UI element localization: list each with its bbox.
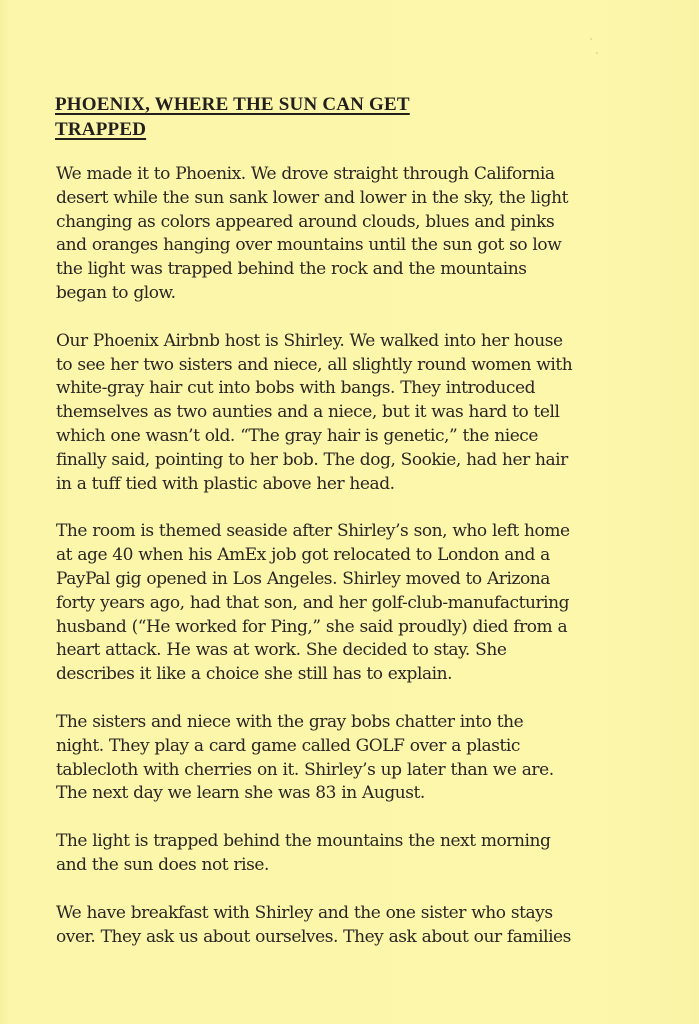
chapter-title (55, 92, 515, 142)
body-text (56, 163, 616, 973)
text-line: PayPal gig opened in Los Angeles. Shirley moved to Arizona (56, 568, 550, 589)
text-line: over. They ask us about ourselves. They ask about our families (56, 926, 571, 947)
text-line: in a tuff tied with plastic above her head. (56, 473, 395, 494)
text-line: changing as colors appeared around clouds, blues and pinks (56, 211, 555, 232)
chapter-title-line: TRAPPED (55, 119, 147, 140)
text-line: themselves as two aunties and a niece, but it was hard to tell (56, 402, 560, 423)
paragraph (56, 330, 616, 497)
paper-speck (590, 38, 592, 40)
text-line: The next day we learn she was 83 in August. (56, 783, 425, 804)
text-line: describes it like a choice she still has to explain. (56, 664, 453, 685)
text-line: forty years ago, had that son, and her golf-club-manufacturing (56, 592, 570, 613)
text-line: desert while the sun sank lower and lower in the sky, the light (56, 187, 568, 208)
text-line: began to glow. (56, 282, 176, 303)
paragraph (56, 520, 616, 687)
paragraph (56, 830, 616, 878)
text-line: night. They play a card game called GOLF over a plastic (56, 735, 520, 756)
text-line: husband (“He worked for Ping,” she said proudly) died from a (56, 616, 568, 637)
text-line: to see her two sisters and niece, all slightly round women with (56, 354, 573, 375)
text-line: which one wasn’t old. “The gray hair is genetic,” the niece (56, 425, 538, 446)
text-line: finally said, pointing to her bob. The dog, Sookie, had her hair (56, 449, 568, 470)
text-line: and the sun does not rise. (56, 854, 269, 875)
text-line: heart attack. He was at work. She decided to stay. She (56, 640, 507, 661)
paragraph (56, 711, 616, 806)
paragraph (56, 163, 616, 306)
text-line: Our Phoenix Airbnb host is Shirley. We walked into her house (56, 330, 563, 351)
text-line: The sisters and niece with the gray bobs chatter into the (56, 711, 524, 732)
text-line: The light is trapped behind the mountains the next morning (56, 831, 551, 852)
paragraph (56, 902, 616, 950)
paper-speck (596, 52, 598, 54)
text-line: the light was trapped behind the rock and the mountains (56, 259, 527, 280)
text-line: We made it to Phoenix. We drove straight through California (56, 164, 555, 184)
text-line: at age 40 when his AmEx job got relocated to London and a (56, 545, 550, 566)
chapter-title-line: PHOENIX, WHERE THE SUN CAN GET (55, 94, 410, 115)
text-line: and oranges hanging over mountains until the sun got so low (56, 235, 562, 256)
text-line: tablecloth with cherries on it. Shirley’s up later than we are. (56, 759, 554, 780)
text-line: The room is themed seaside after Shirley’s son, who left home (56, 521, 570, 542)
text-line: white-gray hair cut into bobs with bangs. They introduced (56, 378, 535, 399)
text-line: We have breakfast with Shirley and the one sister who stays (56, 902, 553, 923)
